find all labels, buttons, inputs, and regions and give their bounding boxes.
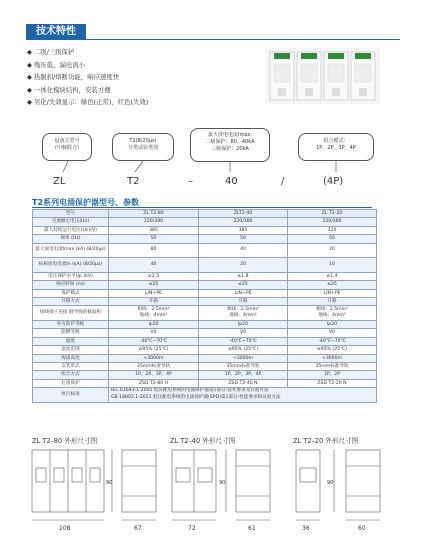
table-cell: 开路 [288,298,377,306]
model-part-dash: – [188,176,193,187]
row-label: 接线端子连接 铜导线的截面积 [33,306,109,321]
model-bubble-combo: 组合模式： 1P、2P、3P、4P [298,133,374,161]
row-label: 响应时间 (ns) [33,281,109,289]
table-row [33,272,377,280]
drawing-title: ZL T2–20 外形尺寸图 [293,437,359,445]
drawing-zl-t2-20 [290,446,400,532]
table-cell: 35mm标准导轨 [109,363,199,371]
table-row [33,321,377,329]
table-cell: <3000m [288,354,377,362]
table-cell: 40 [109,258,199,273]
row-label: 外壳防护等级 [33,321,109,329]
table-cell: 10 [288,258,377,273]
row-label: 电压保护水平Up (kV) [33,272,109,280]
table-title: T2系列电涌保护器型号、参数 [32,198,140,207]
row-label: 最大持续运行电压(Uc)(V) [33,226,109,234]
feature-item: ◆ 一体化模块结构，安装方便 [27,84,247,97]
table-cell: V0 [109,329,199,337]
row-label: 保护模式 [33,289,109,297]
table-row [33,306,377,321]
table-header: 型号 [33,210,109,218]
table-row [33,289,377,297]
feature-item: ◆ 二级/三级保护 [27,46,247,59]
row-label: 后备保护 [33,379,109,387]
dimension-label: 67 [134,525,142,532]
dimension-label: 90 [106,480,113,486]
drawing-zl-t2-80 [26,446,166,532]
model-bubble-class: T2(8/20μs) 分类试验类别 [112,133,174,161]
drawing-title: ZL T2–80 外形尺寸图 [32,437,98,445]
model-bubble-main: 设备主型号 (中舰联合) [42,133,92,161]
table-cell: ≤25 [288,281,377,289]
table-row [33,258,377,273]
table-header: ZL T2-80 [109,210,199,218]
standard-cell [109,388,377,403]
model-part-poles: (4P) [323,176,344,187]
table-cell: 385 [199,226,288,234]
row-label: 标称放电电流In (kA) (8/20μs) [33,258,109,273]
row-label: 阻燃等级 [33,329,109,337]
table-cell: 50 [109,235,199,243]
spec-table [32,209,377,403]
table-row [33,337,377,345]
dimension-label: 90 [219,480,226,486]
table-cell: ≤2.5 [109,272,199,280]
table-row [33,329,377,337]
table-row [33,243,377,258]
table-cell: -40℃~70℃ [288,337,377,345]
table-row [33,218,377,226]
model-part-class: T2 [127,176,140,187]
row-label: 组合方式 [33,371,109,379]
table-header-row [33,210,377,218]
row-label: 安装形式 [33,363,109,371]
table-cell: 80 [109,243,199,258]
table-header: ZLT2-40 [199,210,288,218]
table-cell: 20 [199,258,288,273]
table-cell: ZSD T2-20 N [288,379,377,387]
table-row [33,371,377,379]
table-cell: 1P、2P、3P、4P [199,371,288,379]
table-row [33,379,377,387]
row-label: 频率 (Hz) [33,235,109,243]
row-label: 交流额定电压(Un) [33,218,109,226]
drawing-zl-t2-40 [166,446,286,532]
table-cell: -40℃~70℃ [199,337,288,345]
table-cell: 385 [109,226,199,234]
table-row [33,235,377,243]
table-cell: 35mm标准导轨 [199,363,288,371]
model-part-imax: 40 [225,176,238,187]
row-label: 开路方式 [33,298,109,306]
dimension-label: 60 [358,525,366,532]
table-cell: 1P、2P、3P、4P [109,371,199,379]
table-cell: 执行标准 [33,388,109,403]
table-cell: ZSD T2-40 N [199,379,288,387]
table-cell: 20 [288,243,377,258]
table-cell: 开路 [199,298,288,306]
table-cell: 220/380 [199,218,288,226]
table-cell: Ip20 [288,321,377,329]
table-cell: ≤1.8 [199,272,288,280]
table-cell: 220/380 [288,218,377,226]
dimension-label: 61 [248,525,256,532]
table-cell: L/N+PE [199,289,288,297]
table-row [33,298,377,306]
table-title-divider [32,207,372,208]
table-cell: L/N+PE [288,289,377,297]
table-cell: 开路 [109,298,199,306]
table-cell: V0 [199,329,288,337]
dimension-label: 72 [188,525,196,532]
row-label: 最大放电电流Imax (kA) (8/20μs) [33,243,109,258]
dimension-label: 36 [302,525,310,532]
model-part-series: ZL [53,176,66,187]
row-label: 温度 [33,337,109,345]
table-cell: 相线：2.5mm² 地线：4mm² [109,306,199,321]
table-cell: L/N+PE [109,289,199,297]
table-cell: ≤95% (25℃) [288,346,377,354]
model-part-slash: / [281,176,285,187]
row-label: 湿度范围 [33,346,109,354]
table-row [33,346,377,354]
row-label: 海拔高度 [33,354,109,362]
table-cell: ≤95% (25℃) [109,346,199,354]
table-cell: ≤1.4 [288,272,377,280]
table-row-standard [33,388,377,403]
table-cell: V0 [288,329,377,337]
section-header: 技术特性 [26,24,86,40]
table-cell: -40℃~70℃ [109,337,199,345]
table-row [33,281,377,289]
feature-item: ◆ 残压低，漏电流小 [27,59,247,72]
table-cell: ≤25 [109,281,199,289]
standard-line: IEC 61643-1:2005 低压配电系统的电涌保护器第1部分:技术要求及其验方法 [111,388,269,394]
table-cell: ≤95% (25℃) [199,346,288,354]
table-cell: 相线：2.5mm² 地线：4mm² [199,306,288,321]
dimension-label: 108 [59,525,71,532]
table-cell: 220/380 [109,218,199,226]
table-row [33,363,377,371]
table-cell: 相线：2.5mm² 地线：4mm² [288,306,377,321]
table-cell: 50 [199,235,288,243]
table-cell: <3000m [109,354,199,362]
drawing-title: ZL T2–40 外形尺寸图 [170,437,236,445]
table-cell: 320 [288,226,377,234]
table-cell: <3000m [199,354,288,362]
table-cell: Ip20 [109,321,199,329]
model-bubble-imax: 最大放电电流Imax: 二级保护：80、40kA 三级保护：20kA [190,128,270,162]
dimension-label: 90 [327,480,334,486]
table-cell: Ip20 [199,321,288,329]
table-cell: ≤25 [199,281,288,289]
feature-item: ◆ 劣化/失效显示：绿色(正常)，红色(失效) [27,96,247,109]
table-row [33,354,377,362]
table-cell: ZSD T2-80 H [109,379,199,387]
table-row [33,226,377,234]
table-header: ZL T2-20 [288,210,377,218]
table-cell: 35mm标准导轨 [288,363,377,371]
table-cell: 1P、2P [288,371,377,379]
standard-line: GB 18802.1-2011 低压配电系统的电涌保护器(SPD)第1部分:性能要求和试验方法 [111,395,281,401]
feature-item: ◆ 热脱扣/熔断功能，响应速度快 [27,71,247,84]
table-cell: 50 [288,235,377,243]
table-cell: 40 [199,243,288,258]
